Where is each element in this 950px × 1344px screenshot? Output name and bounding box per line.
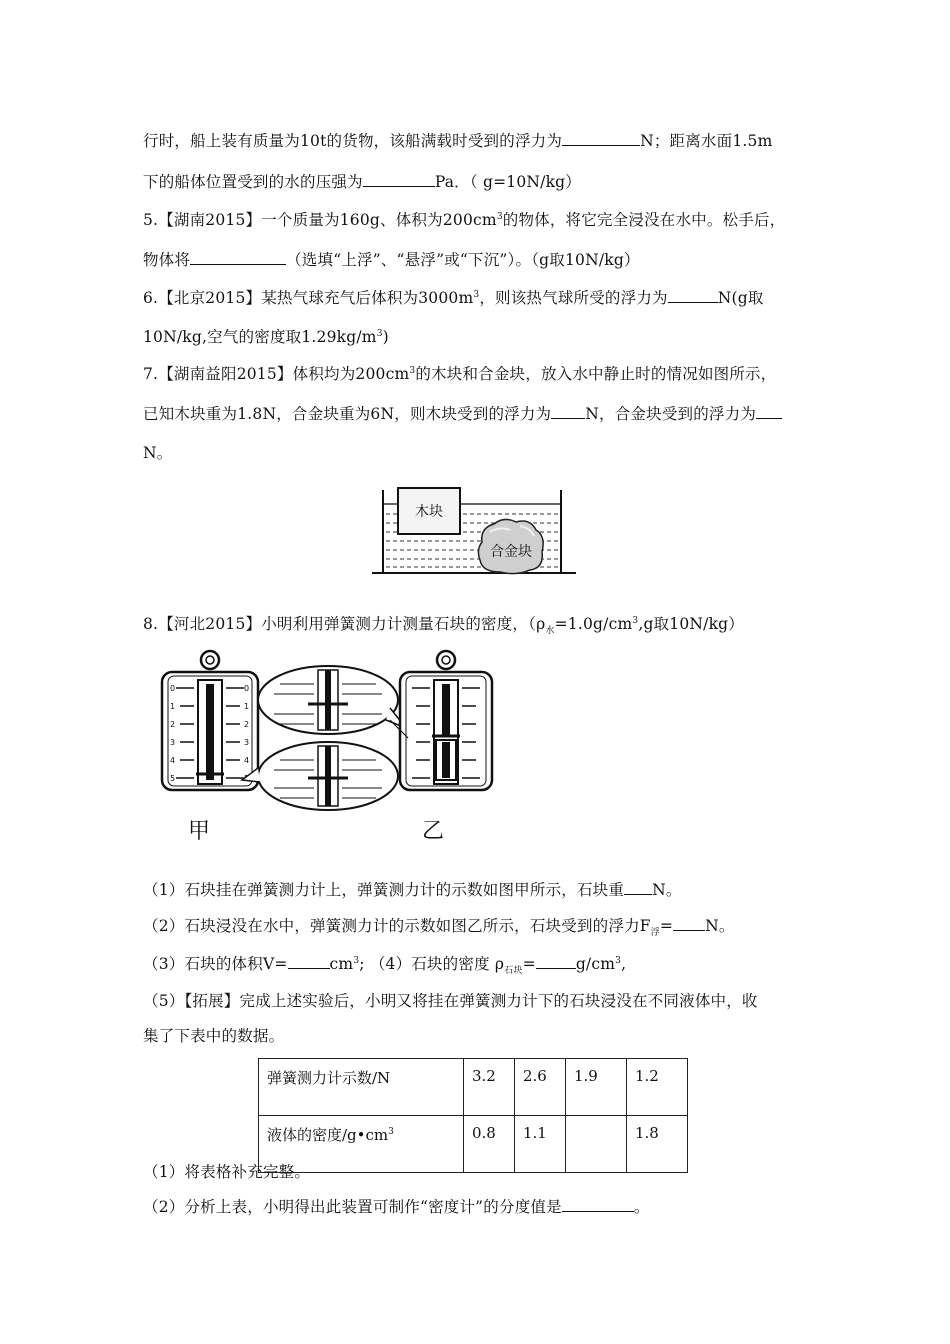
text: ,g取10N/kg） [638, 615, 744, 633]
text: 。 [633, 1198, 650, 1216]
magnifier-top [258, 666, 406, 734]
subscript: 水 [545, 626, 555, 637]
table-cell: 0.8 [464, 1116, 515, 1173]
text: 集了下表中的数据。 [143, 1027, 285, 1045]
table-row [259, 1059, 688, 1116]
table-cell: 2.6 [515, 1059, 566, 1116]
svg-text:0: 0 [244, 684, 250, 693]
text: N，合金块受到的浮力为 [585, 405, 757, 423]
text: 的物体，将它完全浸没在水中。松手后， [502, 211, 786, 229]
question-7 [143, 362, 776, 384]
table-cell: 1.8 [627, 1116, 688, 1173]
text: N(g取 [717, 289, 764, 307]
table-cell: 1.9 [566, 1059, 627, 1116]
table-cell-empty[interactable] [566, 1116, 627, 1173]
text: N。 [705, 917, 735, 935]
table-cell: 1.2 [627, 1059, 688, 1116]
superscript: 3 [388, 1127, 394, 1137]
text-line [143, 325, 389, 347]
answer-blank[interactable] [562, 1197, 634, 1212]
text-line [143, 129, 772, 151]
text: 6.【北京2015】某热气球充气后体积为3000m [143, 289, 474, 307]
tick-label: 4 [170, 756, 176, 765]
tick-label: 5 [170, 774, 176, 783]
answer-blank[interactable] [673, 916, 705, 931]
text: （1）将表格补充完整。 [143, 1163, 311, 1181]
text: =1.0g/cm [554, 615, 633, 633]
superscript: 3 [632, 615, 639, 626]
table-question-2 [143, 1195, 650, 1217]
spring-scale-figure [150, 648, 500, 848]
text: 的木块和合金块，放入水中静止时的情况如图所示， [415, 365, 777, 383]
answer-blank[interactable] [624, 880, 652, 895]
text: 8.【河北2015】小明利用弹簧测力计测量石块的密度，（ρ [143, 615, 546, 633]
superscript: 3 [496, 211, 503, 222]
text: 物体将 [143, 251, 191, 269]
superscript: 3 [376, 328, 383, 339]
question-8 [143, 612, 744, 636]
question-5 [143, 208, 785, 230]
text-line [143, 170, 581, 192]
text: g/cm [575, 955, 616, 973]
text: 下的船体位置受到的水的压强为 [143, 173, 363, 191]
superscript: 3 [409, 365, 416, 376]
text: , [621, 955, 627, 973]
text-line [143, 248, 640, 270]
svg-text:3: 3 [244, 738, 250, 747]
table-cell: 1.1 [515, 1116, 566, 1173]
sub-question-2 [143, 914, 735, 938]
spring-scale-yi [390, 651, 492, 790]
answer-blank[interactable] [288, 954, 330, 969]
table-question-1 [143, 1160, 310, 1182]
magnifier-bottom [242, 742, 398, 810]
text: N。 [143, 444, 173, 462]
spring-scale-jia [162, 651, 258, 790]
blocks-in-water-figure [370, 480, 585, 580]
tick-label: 3 [170, 738, 176, 747]
text: 已知木块重为1.8N，合金块重为6N，则木块受到的浮力为 [143, 405, 552, 423]
answer-blank[interactable] [536, 954, 576, 969]
table-cell: 3.2 [464, 1059, 515, 1116]
table-header-cell: 弹簧测力计示数/N [259, 1059, 464, 1116]
text: 7.【湖南益阳2015】体积均为200cm [143, 365, 410, 383]
text-line [143, 441, 172, 463]
text: Pa．（ g=10N/kg） [434, 173, 581, 191]
text: 10N/kg,空气的密度取1.29kg/m [143, 328, 377, 346]
text: N。 [652, 881, 682, 899]
answer-blank[interactable] [756, 404, 782, 419]
text: = [522, 955, 536, 973]
sub-question-5 [143, 989, 758, 1011]
svg-text:1: 1 [244, 702, 250, 711]
subscript: 石块 [504, 966, 523, 977]
answer-blank[interactable] [562, 131, 640, 146]
answer-blank[interactable] [363, 172, 435, 187]
text: ; （4）石块的密度 ρ [359, 955, 505, 973]
answer-blank[interactable] [668, 288, 718, 303]
subscript: 浮 [650, 928, 660, 939]
superscript: 3 [473, 289, 480, 300]
tick-label: 2 [170, 720, 176, 729]
question-6 [143, 286, 764, 308]
svg-text:4: 4 [244, 756, 250, 765]
data-table [258, 1058, 688, 1173]
text: N；距离水面1.5m [640, 132, 773, 150]
tick-label: 0 [170, 684, 176, 693]
text: ，则该热气球所受的浮力为 [479, 289, 668, 307]
text: （选填“上浮”、“悬浮”或“下沉”）。（g取10N/kg） [286, 251, 640, 269]
text: （1）石块挂在弹簧测力计上，弹簧测力计的示数如图甲所示，石块重 [143, 881, 625, 899]
text: （2）石块浸没在水中，弹簧测力计的示数如图乙所示，石块受到的浮力F [143, 917, 651, 935]
label-jia: 甲 [188, 819, 211, 844]
sub-question-1 [143, 878, 682, 900]
text: = [659, 917, 674, 935]
answer-blank[interactable] [551, 404, 585, 419]
header-text: 液体的密度/g•cm [267, 1126, 389, 1144]
text-line [143, 1024, 284, 1046]
superscript: 3 [615, 955, 622, 966]
text: 5.【湖南2015】一个质量为160g、体积为200cm [143, 211, 497, 229]
superscript: 3 [353, 955, 360, 966]
text: ) [382, 328, 389, 346]
alloy-label: 合金块 [490, 544, 532, 560]
answer-blank[interactable] [190, 250, 286, 265]
wood-label: 木块 [415, 504, 443, 520]
text-line [143, 402, 782, 424]
text: 行时，船上装有质量为10t的货物，该船满载时受到的浮力为 [143, 132, 563, 150]
table-row [259, 1116, 688, 1173]
text: （2）分析上表，小明得出此装置可制作“密度计”的分度值是 [143, 1198, 562, 1216]
text: （5）【拓展】完成上述实验后，小明又将挂在弹簧测力计下的石块浸没在不同液体中，收 [143, 992, 758, 1010]
svg-text:2: 2 [244, 720, 250, 729]
tick-label: 1 [170, 702, 176, 711]
text: cm [329, 955, 354, 973]
text: （3）石块的体积V= [143, 955, 288, 973]
sub-question-3-4 [143, 952, 626, 976]
label-yi: 乙 [422, 819, 445, 844]
